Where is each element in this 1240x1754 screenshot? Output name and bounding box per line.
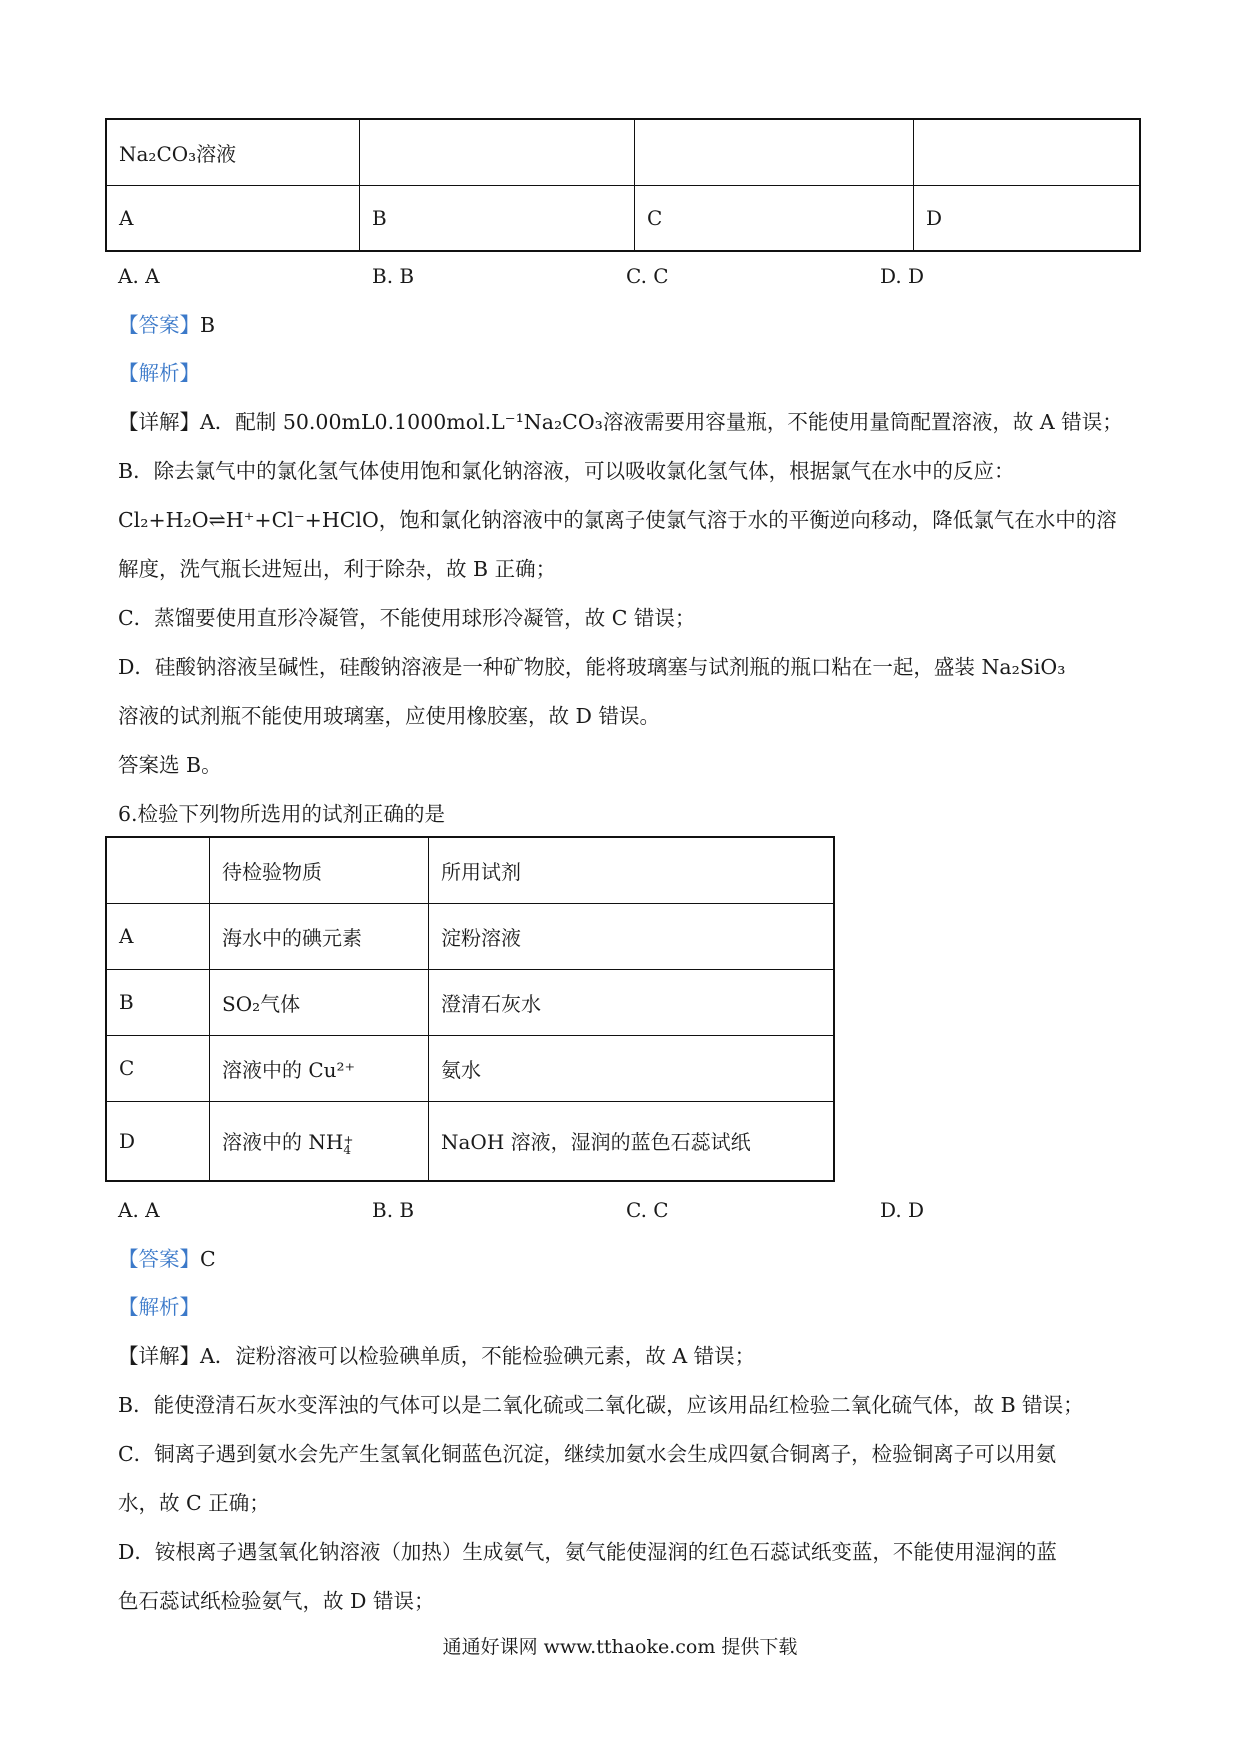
detail-text: A．配制 50.00mL0.1000mol.L⁻¹Na₂CO₃溶液需要用容量瓶，不能使用量筒配置溶液，故 A 错误； xyxy=(200,410,1123,434)
question-title: 6.检验下列物所选用的试剂正确的是 xyxy=(118,802,446,826)
table-row xyxy=(106,969,834,1035)
table-cell: 氨水 xyxy=(429,1035,835,1101)
table-row xyxy=(106,903,834,969)
detail-line: 水，故 C 正确； xyxy=(118,1491,270,1515)
nh4-scripts xyxy=(343,1132,354,1157)
answer-tag: 【答案】 xyxy=(118,1247,200,1271)
table-options-q5 xyxy=(105,118,1141,252)
table-cell xyxy=(914,119,1141,185)
detail-line: 色石蕊试纸检验氨气，故 D 错误； xyxy=(118,1589,435,1613)
detail-line: C．蒸馏要使用直形冷凝管，不能使用球形冷凝管，故 C 错误； xyxy=(118,606,696,630)
answer-value: C xyxy=(200,1247,216,1271)
option-b: B. B xyxy=(372,264,415,288)
option-a: A. A xyxy=(118,264,160,288)
table-row xyxy=(106,1101,834,1181)
detail-line: 溶液的试剂瓶不能使用玻璃塞，应使用橡胶塞，故 D 错误。 xyxy=(118,704,660,728)
table-header-substance: 待检验物质 xyxy=(210,837,429,903)
answer-tag: 【答案】 xyxy=(118,313,200,337)
page-footer: 通通好课网 www.tthaoke.com 提供下载 xyxy=(442,1636,798,1658)
nh4-sub: 4 xyxy=(343,1142,351,1157)
table-cell: D xyxy=(914,185,1141,251)
nh4-text: 溶液中的 NH xyxy=(222,1130,344,1155)
table-cell: A xyxy=(106,903,210,969)
detail-tag: 【详解】 xyxy=(118,1344,200,1368)
answer-line xyxy=(118,310,215,340)
table-cell: A xyxy=(106,185,360,251)
table-cell: C xyxy=(635,185,914,251)
option-c: C. C xyxy=(626,264,669,288)
table-cell xyxy=(635,119,914,185)
table-cell: SO₂气体 xyxy=(210,969,429,1035)
detail-line: D．硅酸钠溶液呈碱性，硅酸钠溶液是一种矿物胶，能将玻璃塞与试剂瓶的瓶口粘在一起，盛装 Na₂SiO₃ xyxy=(118,655,1066,679)
detail-line: B．能使澄清石灰水变浑浊的气体可以是二氧化硫或二氧化碳，应该用品红检验二氧化硫气体，故 B 错误； xyxy=(118,1393,1084,1417)
option-d: D. D xyxy=(880,1198,925,1222)
option-b: B. B xyxy=(372,1198,415,1222)
answer-line xyxy=(118,1244,216,1274)
detail-line: Cl₂+H₂O⇌H⁺+Cl⁻+HClO，饱和氯化钠溶液中的氯离子使氯气溶于水的平衡逆向移动，降低氯气在水中的溶 xyxy=(118,508,1117,532)
table-header-reagent: 所用试剂 xyxy=(429,837,835,903)
table-q6 xyxy=(105,836,835,1182)
analysis-tag: 【解析】 xyxy=(118,1295,200,1319)
detail-line: 答案选 B。 xyxy=(118,753,222,777)
table-cell xyxy=(210,1101,429,1181)
detail-line: D．铵根离子遇氢氧化钠溶液（加热）生成氨气，氨气能使湿润的红色石蕊试纸变蓝，不能使用湿润的蓝 xyxy=(118,1540,1057,1564)
table-row xyxy=(106,119,1140,185)
table-cell: Na₂CO₃溶液 xyxy=(106,119,360,185)
detail-line: C．铜离子遇到氨水会先产生氢氧化铜蓝色沉淀，继续加氨水会生成四氨合铜离子，检验铜离子可以用氨 xyxy=(118,1442,1057,1466)
answer-value: B xyxy=(200,313,216,337)
table-cell: 海水中的碘元素 xyxy=(210,903,429,969)
detail-tag: 【详解】 xyxy=(118,410,200,434)
table-row xyxy=(106,837,834,903)
table-cell xyxy=(106,837,210,903)
table-cell: D xyxy=(106,1101,210,1181)
detail-line xyxy=(118,407,1123,437)
detail-line: B．除去氯气中的氯化氢气体使用饱和氯化钠溶液，可以吸收氯化氢气体，根据氯气在水中的反应： xyxy=(118,459,1015,483)
table-cell: 溶液中的 Cu²⁺ xyxy=(210,1035,429,1101)
table-cell xyxy=(360,119,635,185)
table-cell: B xyxy=(106,969,210,1035)
table-row xyxy=(106,185,1140,251)
option-a: A. A xyxy=(118,1198,160,1222)
detail-text: A．淀粉溶液可以检验碘单质，不能检验碘元素，故 A 错误； xyxy=(200,1344,756,1368)
table-row xyxy=(106,1035,834,1101)
table-cell: C xyxy=(106,1035,210,1101)
analysis-tag: 【解析】 xyxy=(118,361,200,385)
table-cell: 淀粉溶液 xyxy=(429,903,835,969)
detail-line: 解度，洗气瓶长进短出，利于除杂，故 B 正确； xyxy=(118,557,557,581)
option-d: D. D xyxy=(880,264,925,288)
option-c: C. C xyxy=(626,1198,669,1222)
detail-line xyxy=(118,1341,755,1371)
nh4-sup: + xyxy=(343,1132,354,1147)
table-cell: B xyxy=(360,185,635,251)
table-cell: 澄清石灰水 xyxy=(429,969,835,1035)
table-cell: NaOH 溶液，湿润的蓝色石蕊试纸 xyxy=(429,1101,835,1181)
